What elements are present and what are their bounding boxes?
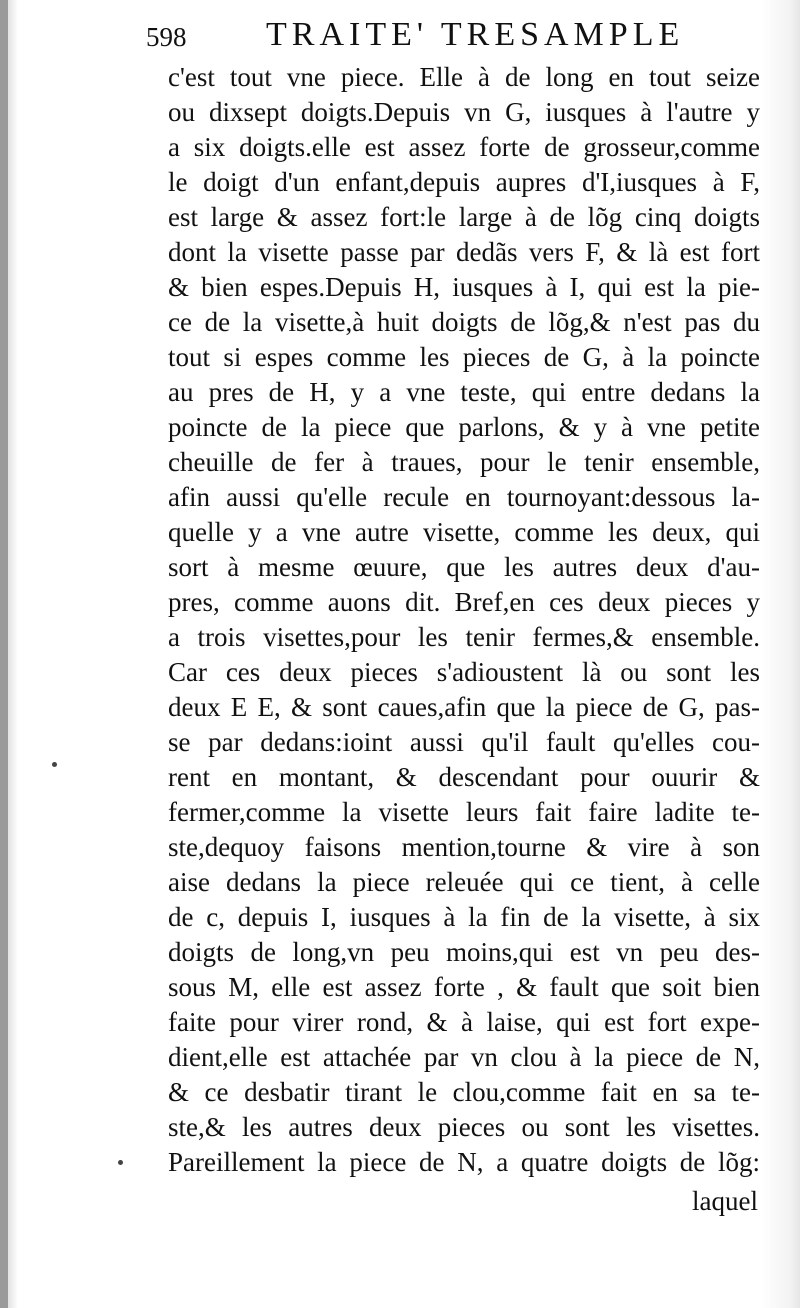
text-line: c'est tout vne piece. Elle à de long en tout seize: [168, 62, 760, 92]
text-line: ste,& les autres deux pieces ou sont les visettes.: [168, 1112, 760, 1142]
text-line: ste,dequoy faisons mention,tourne & vire à son: [168, 832, 760, 862]
page-gutter-shadow: [0, 0, 8, 1308]
text-line: sous M, elle est assez forte , & fault que soit bien: [168, 972, 760, 1002]
text-line: ce de la visette,à huit doigts de lõg,& n'est pas du: [168, 307, 760, 337]
page-header: [146, 12, 686, 60]
margin-speck: [52, 762, 57, 767]
text-line: faite pour virer rond, & à laise, qui est fort expe-: [168, 1007, 760, 1037]
text-line: sort à mesme œuure, que les autres deux d'au-: [168, 552, 760, 582]
catchword: laquel: [692, 1186, 758, 1216]
text-line: poincte de la piece que parlons, & y à vne petite: [168, 412, 760, 442]
text-line: pres, comme auons dit. Bref,en ces deux pieces y: [168, 587, 760, 617]
text-line: a six doigts.elle est assez forte de grosseur,comme: [168, 132, 760, 162]
text-line: rent en montant, & descendant pour ouurir &: [168, 762, 760, 792]
text-line: le doigt d'un enfant,depuis aupres d'I,iusques à F,: [168, 167, 760, 197]
text-line: quelle y a vne autre visette, comme les deux, qui: [168, 517, 760, 547]
running-title: TRAITE' TRESAMPLE: [266, 16, 685, 53]
text-line: & ce desbatir tirant le clou,comme fait en sa te-: [168, 1077, 760, 1107]
text-line: cheuille de fer à traues, pour le tenir ensemble,: [168, 447, 760, 477]
text-line: dient,elle est attachée par vn clou à la piece de N,: [168, 1042, 760, 1072]
margin-speck: [118, 1160, 123, 1165]
text-line: ou dixsept doigts.Depuis vn G, iusques à l'autre y: [168, 97, 760, 127]
text-line: Pareillement la piece de N, a quatre doigts de lõg:: [168, 1147, 760, 1177]
text-line: doigts de long,vn peu moins,qui est vn peu des-: [168, 937, 760, 967]
text-line: au pres de H, y a vne teste, qui entre dedans la: [168, 377, 760, 407]
text-line: dont la visette passe par dedãs vers F, & là est fort: [168, 237, 760, 267]
text-line: deux E E, & sont caues,afin que la piece de G, pas-: [168, 692, 760, 722]
text-line: & bien espes.Depuis H, iusques à I, qui est la pie-: [168, 272, 760, 302]
text-line: Car ces deux pieces s'adioustent là ou sont les: [168, 657, 760, 687]
page-number: 598: [146, 22, 187, 52]
text-line: afin aussi qu'elle recule en tournoyant:dessous la-: [168, 482, 760, 512]
text-line: a trois visettes,pour les tenir fermes,& ensemble.: [168, 622, 760, 652]
text-line: fermer,comme la visette leurs fait faire ladite te-: [168, 797, 760, 827]
text-line: est large & assez fort:le large à de lõg cinq doigts: [168, 202, 760, 232]
text-line: aise dedans la piece releuée qui ce tient, à celle: [168, 867, 760, 897]
text-line: tout si espes comme les pieces de G, à la poincte: [168, 342, 760, 372]
text-line: de c, depuis I, iusques à la fin de la visette, à six: [168, 902, 760, 932]
text-line: se par dedans:ioint aussi qu'il fault qu'elles cou-: [168, 727, 760, 757]
